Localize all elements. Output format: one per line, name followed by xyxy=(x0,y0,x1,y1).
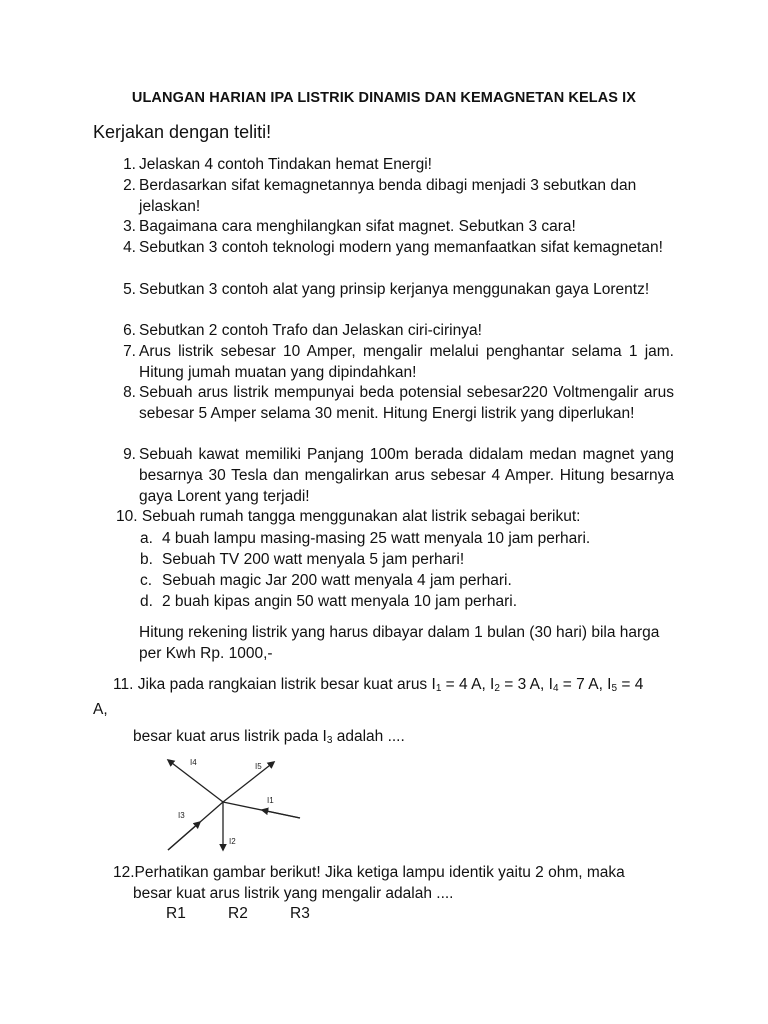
subscript: 3 xyxy=(326,735,333,746)
q11-text: = 3 A, I xyxy=(499,676,553,693)
item-text: 2 buah kipas angin 50 watt menyala 10 jam perhari. xyxy=(162,593,517,610)
question-text: Sebutkan 3 contoh teknologi modern yang memanfaatkan sifat kemagnetan! xyxy=(139,239,663,256)
item-letter: a. xyxy=(140,530,153,547)
resistor-label: R2 xyxy=(228,905,248,922)
item-letter: d. xyxy=(140,593,153,610)
question-9 xyxy=(112,444,674,507)
question-number: 6. xyxy=(123,322,136,339)
question-2 xyxy=(112,175,674,217)
q11-text: = 4 xyxy=(617,676,644,693)
question-12-line: besar kuat arus listrik yang mengalir adalah .... xyxy=(133,885,454,902)
resistor-label: R3 xyxy=(290,905,310,922)
question-11-line xyxy=(93,726,683,751)
question-text: Sebutkan 2 contoh Trafo dan Jelaskan ciri-cirinya! xyxy=(139,322,482,339)
list-item xyxy=(140,549,464,570)
question-text: Jelaskan 4 contoh Tindakan hemat Energi! xyxy=(139,156,432,173)
q11-text: 11. Jika pada rangkaian listrik besar kuat arus I xyxy=(113,676,436,693)
resistor-labels xyxy=(166,905,352,923)
q11-text: = 4 A, I xyxy=(441,676,495,693)
label-i5: I5 xyxy=(255,762,262,771)
label-i3: I3 xyxy=(178,811,185,820)
q11-text: besar kuat arus listrik pada I xyxy=(133,728,327,745)
question-text: Bagaimana cara menghilangkan sifat magnet. Sebutkan 3 cara! xyxy=(139,218,576,235)
q11-text: adalah .... xyxy=(332,728,405,745)
question-number: 7. xyxy=(123,343,136,360)
list-item xyxy=(140,570,512,591)
page-title: ULANGAN HARIAN IPA LISTRIK DINAMIS DAN KEMAGNETAN KELAS IX xyxy=(131,90,637,106)
question-10: 10. Sebuah rumah tangga menggunakan alat listrik sebagai berikut: xyxy=(116,508,581,525)
wire-i1-arrow xyxy=(262,810,300,818)
current-junction-diagram xyxy=(160,750,310,855)
question-number: 8. xyxy=(123,384,136,401)
list-item xyxy=(140,528,590,549)
item-letter: c. xyxy=(140,572,153,589)
question-7 xyxy=(112,341,674,383)
question-text: Sebuah kawat memiliki Panjang 100m berada didalam medan magnet yang besarnya 30 Tesla dan mengalirkan arus sebesar 4 Amper. Hitung besarnya gaya Lorent yang terjadi! xyxy=(139,446,674,505)
item-text: Sebuah magic Jar 200 watt menyala 4 jam perhari. xyxy=(162,572,512,589)
question-number: 9. xyxy=(123,446,136,463)
question-6 xyxy=(112,320,674,341)
question-text: Arus listrik sebesar 10 Amper, mengalir melalui penghantar selama 1 jam. Hitung jumah muatan yang dipindahkan! xyxy=(139,343,674,381)
item-letter: b. xyxy=(140,551,153,568)
label-i4: I4 xyxy=(190,758,197,767)
question-11 xyxy=(93,674,683,751)
question-5 xyxy=(112,279,674,300)
question-10-closing: Hitung rekening listrik yang harus dibayar dalam 1 bulan (30 hari) bila harga per Kwh Rp. 1000,- xyxy=(139,624,660,662)
question-text: Sebuah arus listrik mempunyai beda potensial sebesar220 Voltmengalir arus sebesar 5 Amper selama 30 menit. Hitung Energi listrik yang diperlukan! xyxy=(139,384,674,422)
resistor-label: R1 xyxy=(166,905,186,922)
question-12-line: 12.Perhatikan gambar berikut! Jika ketiga lampu identik yaitu 2 ohm, maka xyxy=(113,864,625,881)
question-3 xyxy=(112,216,674,237)
question-1 xyxy=(112,154,674,175)
wire-i3-arrow xyxy=(168,822,200,850)
list-item xyxy=(140,591,517,612)
question-12 xyxy=(113,862,693,904)
instruction-text: Kerjakan dengan teliti! xyxy=(93,122,272,142)
question-text: Berdasarkan sifat kemagnetannya benda dibagi menjadi 3 sebutkan dan jelaskan! xyxy=(139,177,637,215)
subscript: 2 xyxy=(494,683,500,694)
question-number: 2. xyxy=(123,177,136,194)
item-text: 4 buah lampu masing-masing 25 watt menyala 10 jam perhari. xyxy=(162,530,591,547)
question-8 xyxy=(112,382,674,424)
question-number: 5. xyxy=(123,281,136,298)
label-i1: I1 xyxy=(267,796,274,805)
subscript: 5 xyxy=(611,683,618,694)
question-number: 1. xyxy=(123,156,136,173)
question-4 xyxy=(112,237,674,258)
question-number: 3. xyxy=(123,218,136,235)
label-i2: I2 xyxy=(229,837,236,846)
q11-text: = 7 A, I xyxy=(558,676,612,693)
question-number: 4. xyxy=(123,239,136,256)
subscript: 4 xyxy=(552,683,559,694)
item-text: Sebuah TV 200 watt menyala 5 jam perhari! xyxy=(162,551,465,568)
question-text: Sebutkan 3 contoh alat yang prinsip kerjanya menggunakan gaya Lorentz! xyxy=(139,281,650,298)
subscript: 1 xyxy=(435,683,442,694)
question-11-line xyxy=(93,674,683,699)
question-11-wrap: A, xyxy=(93,701,108,718)
